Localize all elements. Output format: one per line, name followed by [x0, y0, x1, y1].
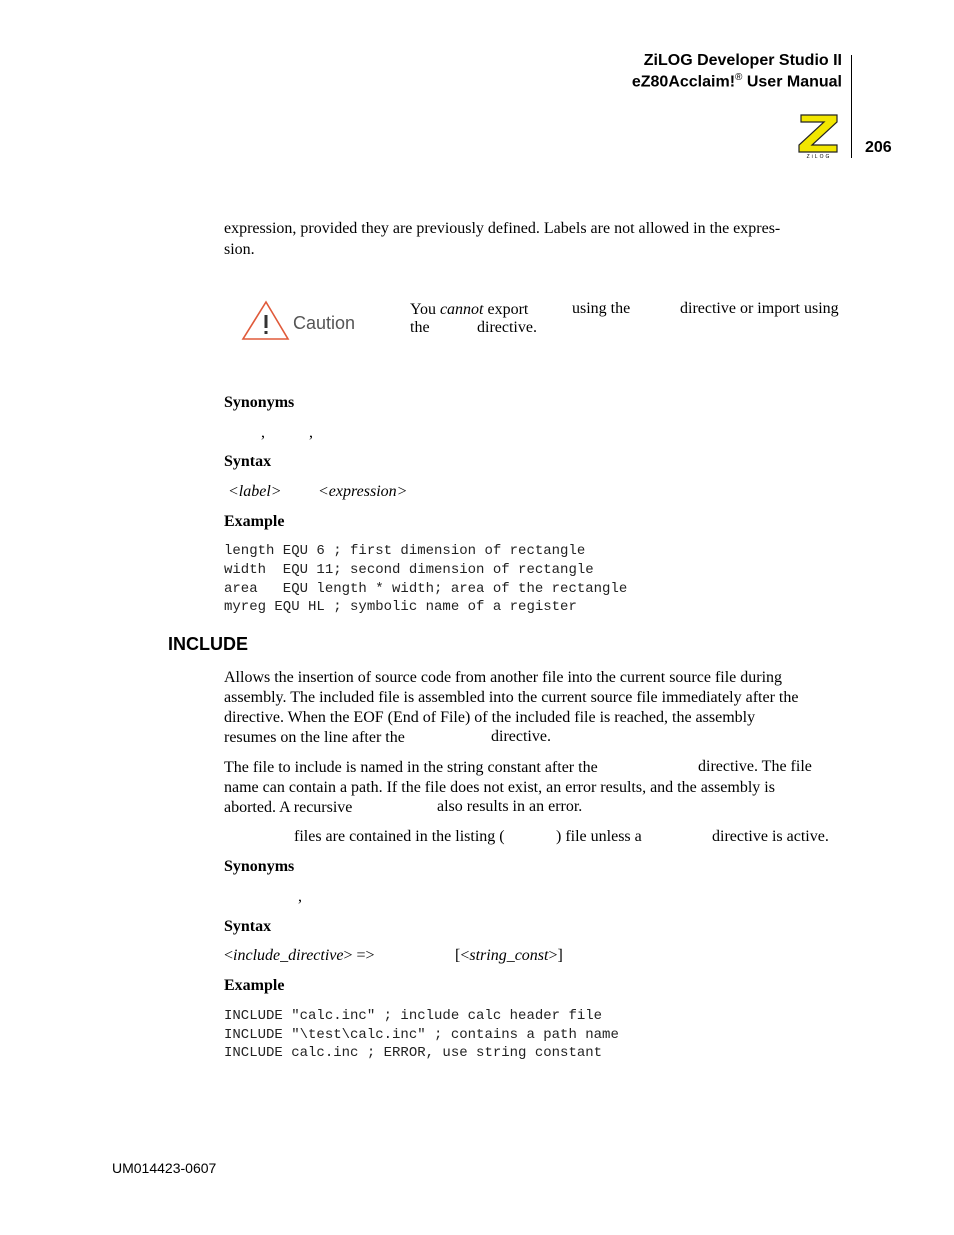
include-p1-line2: assembly. The included file is assembled into the current source file immediately after the — [224, 689, 799, 706]
include-p2-line3a: aborted. A recursive — [224, 799, 353, 816]
include-p1-end: directive. — [491, 728, 551, 745]
include-p1-line4: resumes on the line after the — [224, 729, 405, 746]
include-p2-line1b: directive. The file — [698, 758, 812, 775]
equ-synonym-comma-2: , — [309, 424, 313, 441]
include-p3-a: files are contained in the listing ( — [294, 828, 505, 845]
include-heading: INCLUDE — [168, 634, 248, 654]
caution-graphic — [240, 299, 370, 343]
include-syntax-string: [<string_const>] — [455, 947, 563, 964]
equ-example-heading: Example — [224, 513, 285, 530]
header-divider — [851, 55, 852, 158]
include-p2-line1a: The file to include is named in the string constant after the — [224, 759, 598, 776]
footer-doc-id: UM014423-0607 — [112, 1160, 217, 1176]
logo-text: ZiLOG — [806, 154, 832, 159]
zilog-logo-icon — [797, 113, 841, 159]
caution-you: You — [410, 301, 440, 318]
include-p2-line2: name can contain a path. If the file does not exist, an error results, and the assembly is — [224, 779, 775, 796]
caution-export: export — [483, 301, 529, 318]
include-p1-line3: directive. When the EOF (End of File) of the included file is reached, the assembly — [224, 709, 756, 726]
include-code-line-2: INCLUDE "\test\calc.inc" ; contains a path name — [224, 1027, 619, 1043]
include-example-heading: Example — [224, 977, 285, 994]
header-subtitle — [632, 72, 842, 91]
header-title: ZiLOG Developer Studio II — [643, 52, 842, 69]
equ-syntax-heading: Syntax — [224, 453, 272, 470]
equ-synonyms-heading: Synonyms — [224, 394, 295, 411]
caution-directive-import: directive or import using — [680, 300, 839, 317]
include-p2-line3b: also results in an error. — [437, 798, 583, 815]
caution-directive: directive. — [477, 319, 537, 336]
equ-intro-line1: expression, provided they are previously defined. Labels are not allowed in the expres- — [224, 220, 781, 237]
include-syntax-directive: <include_directive> => — [224, 947, 375, 964]
zilog-logo — [797, 113, 841, 159]
equ-syntax-expression: <expression> — [318, 483, 408, 500]
include-synonyms-heading: Synonyms — [224, 858, 295, 875]
equ-synonym-comma-1: , — [261, 424, 265, 441]
include-p1-line1: Allows the insertion of source code from another file into the current source file during — [224, 669, 783, 686]
caution-cannot: cannot — [439, 301, 484, 318]
caution-the: the — [410, 319, 430, 336]
manual-name: User Manual — [742, 73, 842, 91]
include-p3-c: directive is active. — [712, 828, 829, 845]
include-p3-b: ) file unless a — [556, 828, 642, 845]
page-number: 206 — [865, 139, 892, 156]
equ-code-line-4: myreg EQU HL ; symbolic name of a register — [224, 599, 577, 615]
include-syntax-heading: Syntax — [224, 918, 272, 935]
product-name: eZ80Acclaim! — [631, 73, 736, 91]
include-synonym-comma: , — [298, 888, 302, 905]
caution-warning-icon — [240, 299, 370, 343]
caution-label: Caution — [293, 313, 356, 333]
caution-line1 — [410, 300, 528, 319]
equ-code-line-1: length EQU 6 ; first dimension of rectangle — [224, 543, 586, 559]
equ-code-line-3: area EQU length * width; area of the rectangle — [224, 581, 628, 597]
include-code-line-3: INCLUDE calc.inc ; ERROR, use string constant — [224, 1045, 603, 1061]
equ-syntax-label: <label> — [228, 483, 282, 500]
equ-code-line-2: width EQU 11; second dimension of rectangle — [224, 562, 594, 578]
include-code-line-1: INCLUDE "calc.inc" ; include calc header file — [224, 1008, 603, 1024]
registered-mark: ® — [735, 72, 743, 83]
caution-using: using the — [572, 300, 631, 317]
equ-intro-line2: sion. — [224, 241, 255, 258]
